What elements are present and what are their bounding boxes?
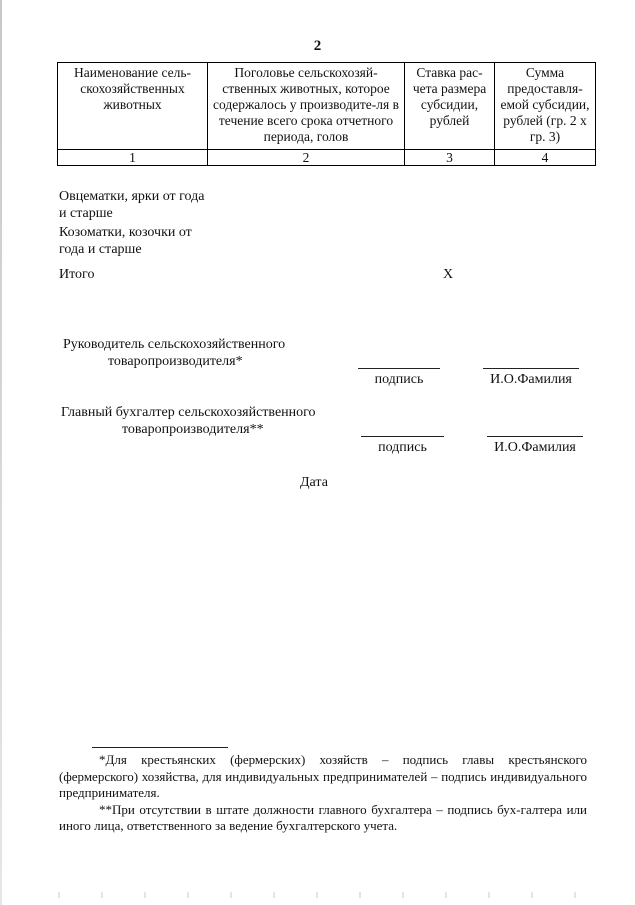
footnote-2: **При отсутствии в штате должности главного бухгалтера – подпись бух-галтера или иного лица, ответственного за ведение бухгалтерского учета.: [59, 801, 587, 833]
header-livestock-count: Поголовье сельскохозяй-ственных животных, которое содержалось у производите-ля в течение всего срока отчетного периода, голов: [208, 63, 405, 150]
name-line: [483, 368, 579, 369]
row-sheep: Овцематки, ярки от года и старше: [59, 189, 205, 221]
header-animal-name: Наименование сель-скохозяйственных животных: [58, 63, 208, 150]
name-line: [487, 436, 583, 437]
date-label: Дата: [300, 475, 328, 490]
total-mark: X: [443, 267, 454, 282]
signature-caption: подпись: [374, 372, 424, 387]
scan-noise: [40, 892, 600, 898]
footnotes: [59, 752, 587, 835]
accountant-label: Главный бухгалтер сельскохозяйственного: [61, 405, 316, 420]
row-goats: Козоматки, козочки от года и старше: [59, 225, 192, 257]
scan-edge: [0, 0, 2, 905]
column-number: 2: [208, 150, 405, 166]
column-number: 4: [495, 150, 596, 166]
signature-line: [358, 368, 440, 369]
signature-caption: подпись: [378, 440, 427, 455]
name-caption: И.О.Фамилия: [490, 372, 572, 387]
name-caption: И.О.Фамилия: [494, 440, 576, 455]
footnote-separator: [92, 747, 228, 748]
table-header-row: [58, 63, 596, 150]
footnote-1: *Для крестьянских (фермерских) хозяйств – подпись главы крестьянского (фермерского) хозяйства, для индивидуальных предпринимателей – подпись индивидуального предпринимателя.: [59, 752, 587, 800]
column-number: 1: [58, 150, 208, 166]
accountant-label-2: товаропроизводителя**: [122, 422, 264, 437]
head-label: Руководитель сельскохозяйственного: [63, 337, 286, 352]
header-subsidy-sum: Сумма предоставля-емой субсидии, рублей (гр. 2 х гр. 3): [495, 63, 596, 150]
page-number: 2: [313, 38, 322, 54]
signature-line: [361, 436, 444, 437]
table-number-row: [58, 150, 596, 166]
subsidy-table: [57, 62, 596, 166]
row-total: Итого: [59, 267, 95, 282]
column-number: 3: [405, 150, 495, 166]
head-label-2: товаропроизводителя*: [108, 354, 243, 369]
header-rate: Ставка рас-чета размера субсидии, рублей: [405, 63, 495, 150]
